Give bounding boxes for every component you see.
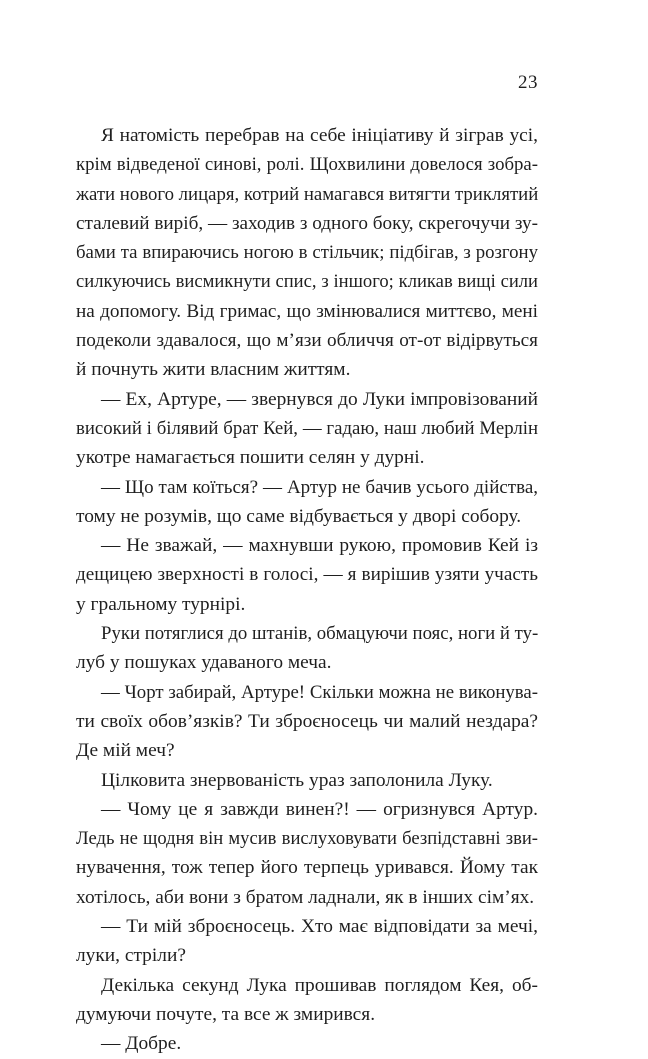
text-line: сталевий виріб, — заходив з одного боку, скрегочучи зу-: [76, 212, 538, 234]
text-line: — Ти мій зброєносець. Хто має відповідати за мечі,: [101, 916, 538, 938]
text-line: подеколи здавалося, що м’язи обличчя от-от відірвуться: [76, 330, 538, 352]
text-line: — Чорт забирай, Артуре! Скільки можна не виконува-: [101, 681, 538, 703]
text-line: — Що там коїться? — Артур не бачив усього дійства,: [101, 476, 538, 498]
text-line: думуючи почуте, та все ж змирився.: [76, 1003, 376, 1025]
text-line: Цілковита знервованість ураз заполонила Луку.: [101, 769, 493, 791]
text-line: укотре намагається пошити селян у дурні.: [76, 447, 425, 469]
text-line: високий і білявий брат Кей, — гадаю, наш любий Мерлін: [76, 417, 538, 439]
text-line: дещицею зверхності в голосі, — я вирішив узяти участь: [76, 564, 538, 586]
text-line: — Чому це я завжди винен?! — огризнувся Артур.: [101, 798, 538, 820]
text-line: нувачення, тож тепер його терпець уривався. Йому так: [76, 857, 538, 879]
text-line: тому не розумів, що саме відбувається у дворі собору.: [76, 505, 522, 527]
text-line: Де мій меч?: [76, 740, 175, 762]
text-line: луб у пошуках удаваного меча.: [76, 652, 332, 674]
page-number: 23: [518, 72, 538, 93]
text-line: жати нового лицаря, котрий намагався витягти триклятий: [76, 183, 539, 205]
text-line: силкуючись висмикнути спис, з іншого; кликав вищі сили: [76, 271, 538, 293]
text-line: Ледь не щодня він мусив вислуховувати безпідставні зви-: [76, 828, 538, 850]
text-line: бами та впираючись ногою в стільчик; підбігав, з розгону: [76, 242, 538, 264]
text-line: Декілька секунд Лука прошивав поглядом Кея, об-: [101, 974, 538, 996]
text-line: — Не зважай, — махнувши рукою, промовив Кей із: [101, 535, 538, 557]
text-line: — Добре.: [101, 1033, 182, 1055]
text-line: Я натомість перебрав на себе ініціативу й зіграв усі,: [101, 125, 538, 146]
text-line: ти своїх обов’язків? Ти зброєносець чи малий нездара?: [76, 710, 538, 732]
text-line: на допомогу. Від гримас, що змінювалися миттєво, мені: [76, 300, 538, 322]
text-line: Руки потяглися до штанів, обмацуючи пояс, ноги й ту-: [101, 623, 539, 645]
text-line: хотілось, аби вони з братом ладнали, як в інших сім’ях.: [76, 886, 535, 908]
text-line: у гральному турнірі.: [76, 593, 246, 615]
text-line: — Ех, Артуре, — звернувся до Луки імпровізований: [101, 388, 538, 410]
body-text: [76, 121, 538, 1059]
text-line: луки, стріли?: [76, 945, 186, 967]
text-line: крім відведеної синові, ролі. Щохвилини довелося зобра-: [76, 154, 538, 176]
text-line: й почнуть жити власним життям.: [76, 359, 351, 381]
